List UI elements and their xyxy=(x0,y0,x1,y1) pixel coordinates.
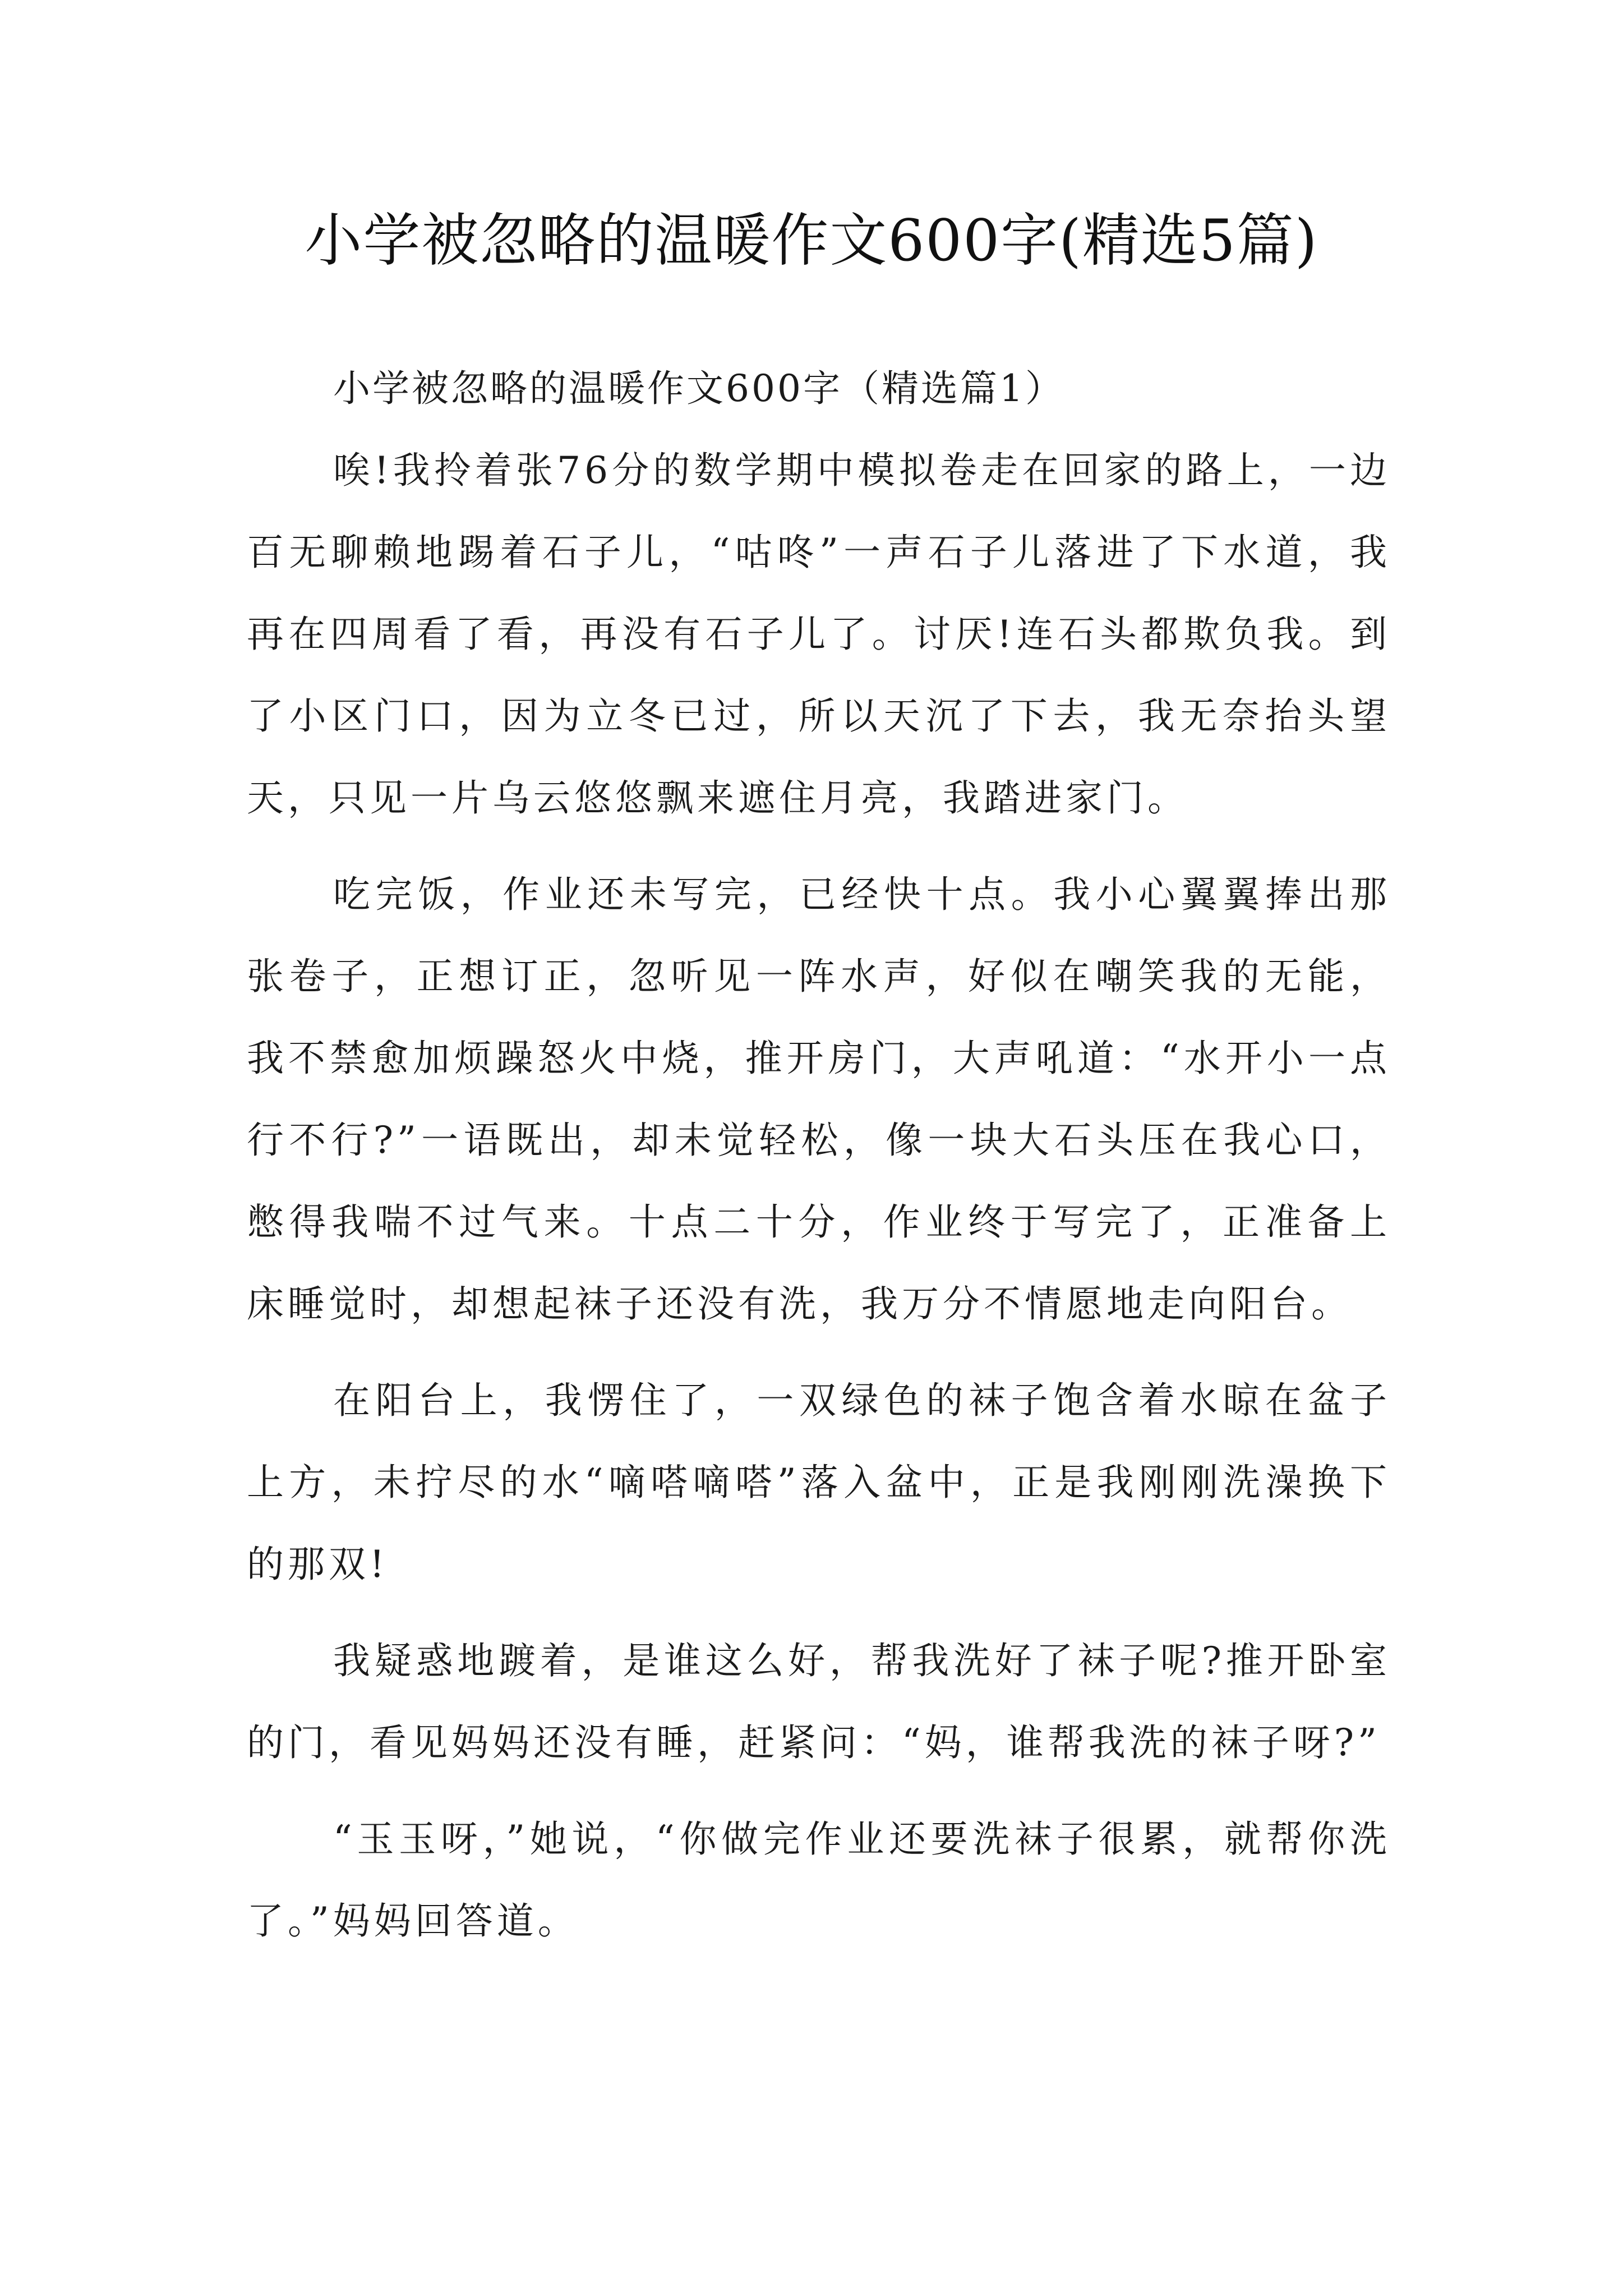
paragraph-5: “玉玉呀，”她说，“你做完作业还要洗袜子很累，就帮你洗了。”妈妈回答道。 xyxy=(247,1818,1391,1943)
paragraph-4: 我疑惑地踱着，是谁这么好，帮我洗好了袜子呢?推开卧室的门，看见妈妈还没有睡，赶紧问：“妈，谁帮我洗的袜子呀?” xyxy=(247,1639,1391,1764)
paragraph-3: 在阳台上，我愣住了，一双绿色的袜子饱含着水晾在盆子上方，未拧尽的水“嘀嗒嘀嗒”落入盆中，正是我刚刚洗澡换下的那双! xyxy=(247,1379,1391,1586)
paragraph-1: 唉!我拎着张76分的数学期中模拟卷走在回家的路上，一边百无聊赖地踢着石子儿，“咕咚”一声石子儿落进了下水道，我再在四周看了看，再没有石子儿了。讨厌!连石头都欺负我。到了小区门口，因为立冬已过，所以天沉了下去，我无奈抬头望天，只见一片乌云悠悠飘来遮住月亮，我踏进家门。 xyxy=(247,449,1391,820)
paragraph-2: 吃完饭，作业还未写完，已经快十点。我小心翼翼捧出那张卷子，正想订正，忽听见一阵水声，好似在嘲笑我的无能，我不禁愈加烦躁怒火中烧，推开房门，大声吼道：“水开小一点行不行?”一语既出，却未觉轻松，像一块大石头压在我心口，憋得我喘不过气来。十点二十分，作业终于写完了，正准备上床睡觉时，却想起袜子还没有洗，我万分不情愿地走向阳台。 xyxy=(247,873,1391,1326)
document-title: 小学被忽略的温暖作文600字(精选5篇) xyxy=(305,208,1318,274)
document-body xyxy=(247,348,1391,1977)
section-heading: 小学被忽略的温暖作文600字（精选篇1） xyxy=(333,367,1064,410)
